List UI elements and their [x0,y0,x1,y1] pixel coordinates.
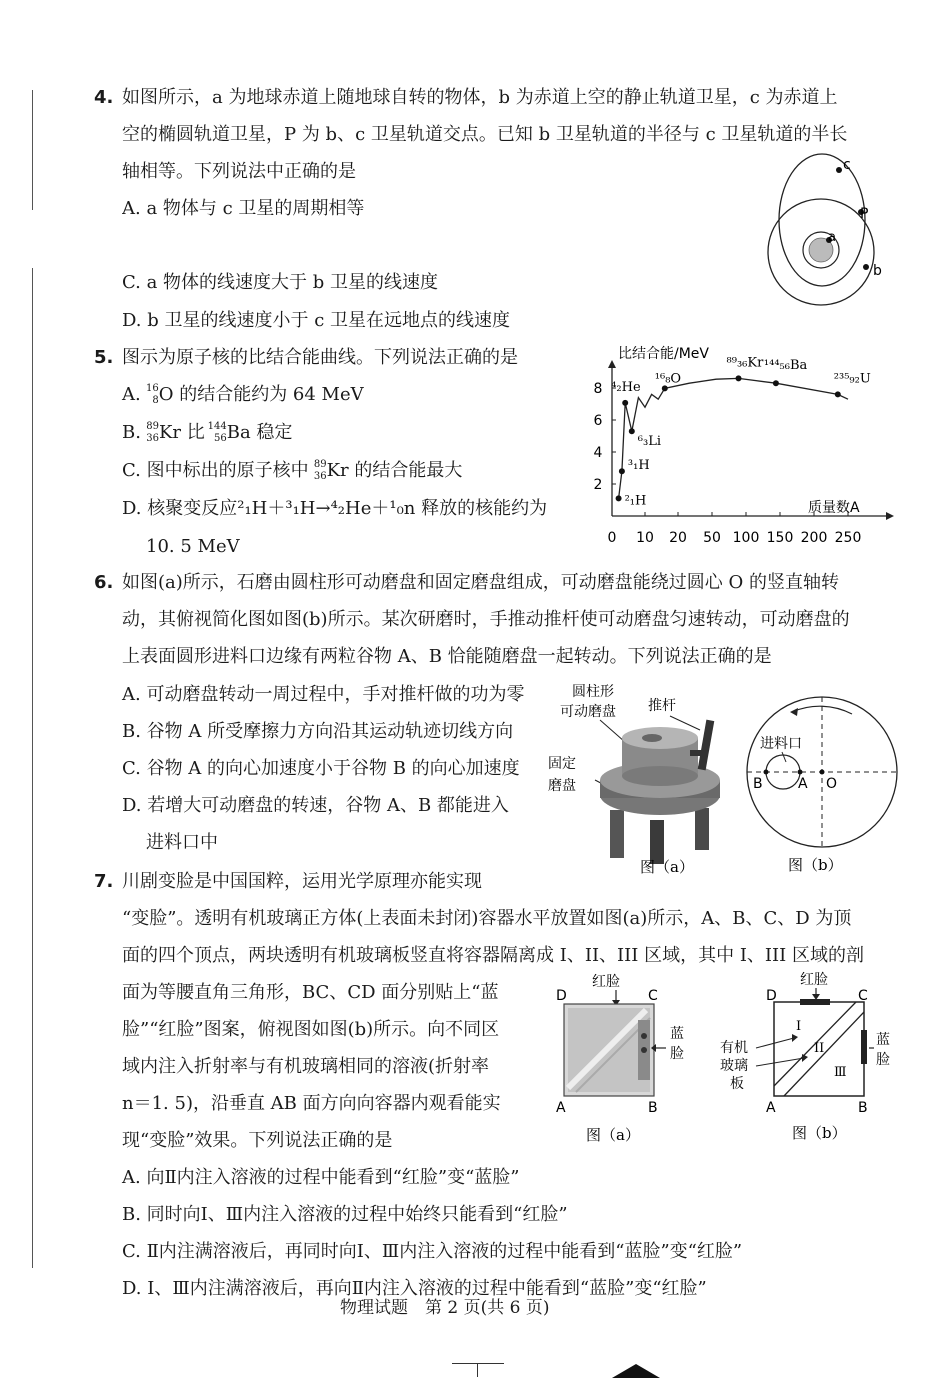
svg-text:B: B [648,1100,658,1116]
face-box-photo-figure [552,970,702,1150]
svg-text:A: A [766,1100,776,1116]
svg-text:蓝: 蓝 [670,1026,684,1042]
chart-point-label: ²³⁵₉₂U [833,371,871,387]
chart-y-tick-label: 6 [593,413,603,429]
q5-stem: 图示为原子核的比结合能曲线。下列说法正确的是 [122,347,518,368]
svg-text:红脸: 红脸 [800,972,828,988]
millstone-photo-figure [540,680,740,875]
q4-option-a: A. a 物体与 c 卫星的周期相等 [122,198,365,218]
svg-text:圆柱形: 圆柱形 [572,684,614,700]
svg-text:A: A [556,1100,566,1116]
binding-energy-chart [588,340,900,550]
chart-point [773,380,779,386]
q7-line6: 域内注入折射率与有机玻璃相同的溶液(折射率 [122,1056,490,1077]
face-box-fig-a-caption: 图（a） [586,1126,640,1144]
chart-point-label: ⁶₃Li [637,434,662,450]
chart-x-tick-label: 10 [636,530,654,546]
chart-point-label: ⁴₂He [611,379,641,395]
chart-point-label: ³₁H [627,458,650,474]
svg-text:玻璃: 玻璃 [720,1058,748,1074]
q7-option-b: B. 同时向Ⅰ、Ⅲ内注入溶液的过程中始终只能看到“红脸” [122,1204,568,1225]
q6-option-d-line2: 进料口中 [146,832,218,853]
chart-y-arrow [608,360,616,368]
chart-x-tick-label: 50 [703,530,721,546]
margin-rule-bottom [32,268,33,1268]
face-box-topview-figure [716,968,898,1148]
svg-text:推杆: 推杆 [648,698,676,714]
q7-line1: 川剧变脸是中国国粹，运用光学原理亦能实现 [122,871,482,892]
svg-text:I: I [796,1019,802,1034]
chart-point [629,428,635,434]
q7-number: 7. [94,871,114,892]
chart-point-label: ⁸⁹₃₆Kr [726,355,764,371]
svg-text:II: II [814,1041,825,1056]
bottom-tick-stem [477,1363,478,1377]
chart-x-arrow [886,512,894,520]
svg-text:板: 板 [730,1076,744,1092]
chart-y-tick-label: 4 [593,445,603,461]
svg-text:C: C [858,988,868,1004]
chart-y-tick-label: 8 [593,381,603,397]
q7-line8: 现“变脸”效果。下列说法正确的是 [122,1130,393,1151]
svg-text:磨盘: 磨盘 [548,778,576,794]
orbit-label-b: b [873,263,882,279]
q7-line2: “变脸”。透明有机玻璃正方体(上表面未封闭)容器水平放置如图(a)所示，A、B、C、D 为顶 [122,908,852,929]
face-box-fig-b-caption: 图（b） [792,1124,847,1142]
svg-text:蓝: 蓝 [876,1032,890,1048]
chart-point-label: ¹⁴⁴₅₆Ba [763,358,808,374]
q4-line2: 空的椭圆轨道卫星，P 为 b、c 卫星轨道交点。已知 b 卫星轨道的半径与 c 卫星轨道的半长 [122,124,848,145]
bottom-triangle-mark [612,1364,660,1378]
chart-x-tick-label: 150 [766,530,794,546]
page-footer: 物理试题 第 2 页(共 6 页) [340,1298,550,1318]
svg-text:有机: 有机 [720,1040,748,1056]
q5-option-a: A. 16 8 O 的结合能约为 64 MeV [122,383,364,406]
svg-text:D: D [766,988,777,1004]
topview-label-o: O [826,776,838,792]
q7-line3: 面的四个顶点，两块透明有机玻璃板竖直将容器隔离成 I、II、III 区域，其中 I、III 区域的剖 [122,945,864,966]
q6-option-d-line1: D. 若增大可动磨盘的转速，谷物 A、B 都能进入 [122,795,509,816]
q7-line4: 面为等腰直角三角形，BC、CD 面分别贴上“蓝 [122,982,499,1003]
chart-point [619,468,625,474]
topview-inlet-label: 进料口 [760,736,802,752]
q5-option-d-line1: D. 核聚变反应²₁H＋³₁H→⁴₂He＋¹₀n 释放的核能约为 [122,498,548,519]
q6-option-a: A. 可动磨盘转动一周过程中，手对推杆做的功为零 [122,684,525,705]
q7-line5: 脸”“红脸”图案，俯视图如图(b)所示。向不同区 [122,1019,500,1040]
topview-label-b: B [753,776,763,792]
orbit-label-c: c [843,157,851,173]
q6-option-c: C. 谷物 A 的向心加速度小于谷物 B 的向心加速度 [122,758,520,779]
q6-line2: 动，其俯视简化图如图(b)所示。某次研磨时，手推动推杆使可动磨盘匀速转动，可动磨盘的 [122,609,850,630]
q5-number: 5. [94,347,114,368]
svg-text:D: D [556,988,567,1004]
chart-x-tick-label: 0 [607,530,617,546]
chart-xlabel: 质量数A [808,500,860,516]
q6-line3: 上表面圆形进料口边缘有两粒谷物 A、B 恰能随磨盘一起转动。下列说法正确的是 [122,646,772,667]
svg-text:固定: 固定 [548,756,576,772]
q5-option-c: C. 图中标出的原子核中 89 36 Kr 的结合能最大 [122,459,463,482]
svg-text:可动磨盘: 可动磨盘 [560,704,616,720]
svg-text:B: B [858,1100,868,1116]
q7-option-c: C. Ⅱ内注满溶液后，再同时向Ⅰ、Ⅲ内注入溶液的过程中能看到“蓝脸”变“红脸” [122,1241,743,1262]
chart-point [736,375,742,381]
q4-number: 4. [94,87,114,108]
chart-point-label: ¹⁶₈O [654,371,682,387]
q4-line1: 如图所示，a 为地球赤道上随地球自转的物体，b 为赤道上空的静止轨道卫星，c 为赤道上 [122,87,838,108]
orbit-figure [760,150,900,310]
chart-ylabel: 比结合能/MeV [618,346,709,362]
chart-y-tick-label: 2 [593,477,603,493]
orbit-label-a: a [828,230,836,245]
q4-option-d: D. b 卫星的线速度小于 c 卫星在远地点的线速度 [122,310,511,331]
q6-number: 6. [94,572,114,593]
chart-x-tick-label: 100 [732,530,760,546]
q7-option-a: A. 向Ⅱ内注入溶液的过程中能看到“红脸”变“蓝脸” [122,1167,520,1188]
q5-option-d-line2: 10. 5 MeV [146,536,240,557]
q6-line1: 如图(a)所示，石磨由圆柱形可动磨盘和固定磨盘组成，可动磨盘能绕过圆心 O 的竖直轴转 [122,572,839,593]
topview-label-a: A [798,776,808,792]
chart-point [835,391,841,397]
q5-option-b: B. 89 36 Kr 比 144 56 Ba 稳定 [122,421,293,444]
q4-line3: 轴相等。下列说法中正确的是 [122,161,356,182]
millstone-topview-figure [742,690,902,880]
millstone-fig-a-caption: 图（a） [640,858,694,875]
q4-option-c: C. a 物体的线速度大于 b 卫星的线速度 [122,272,438,293]
chart-point-label: ²₁H [624,493,647,509]
svg-text:C: C [648,988,658,1004]
chart-point [622,400,628,406]
q7-line7: n＝1. 5)，沿垂直 AB 面方向向容器内观看能实 [122,1093,501,1114]
chart-x-tick-label: 250 [834,530,862,546]
chart-x-tick-label: 200 [800,530,828,546]
svg-text:Ⅲ: Ⅲ [834,1065,847,1080]
chart-point [616,495,622,501]
svg-text:红脸: 红脸 [592,974,620,990]
svg-text:脸: 脸 [670,1046,684,1062]
bottom-tick-mark [452,1363,504,1364]
orbit-label-p: P [860,206,869,222]
millstone-fig-b-caption: 图（b） [788,856,843,874]
q6-option-b: B. 谷物 A 所受摩擦力方向沿其运动轨迹切线方向 [122,721,514,742]
chart-x-tick-label: 20 [669,530,687,546]
q7-option-d: D. Ⅰ、Ⅲ内注满溶液后，再向Ⅱ内注入溶液的过程中能看到“蓝脸”变“红脸” [122,1278,707,1299]
margin-rule-top [32,90,33,210]
svg-text:脸: 脸 [876,1052,890,1068]
